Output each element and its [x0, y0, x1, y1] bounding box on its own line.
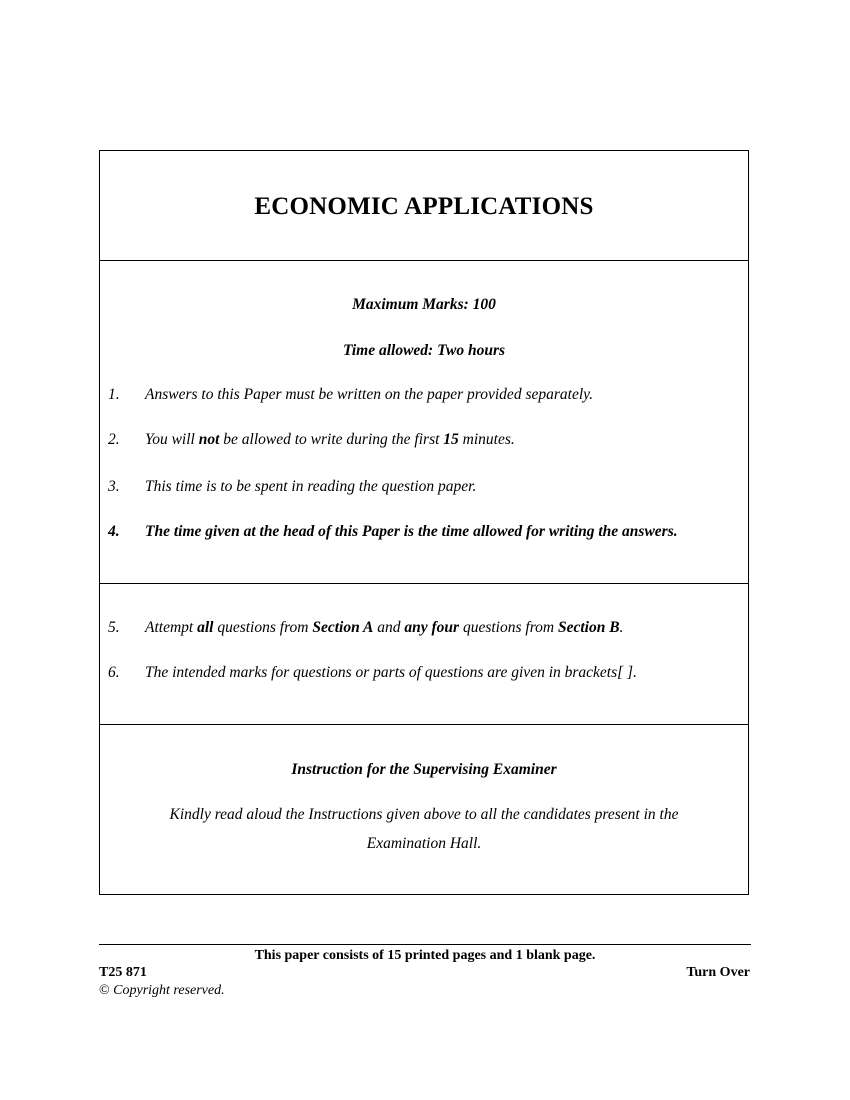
item-text-section-b: Section B: [557, 619, 620, 636]
item-number: 6.: [108, 664, 120, 681]
item-text-p4: questions from: [459, 619, 558, 636]
copyright-text: Copyright reserved.: [113, 983, 225, 998]
item-text-mid: be allowed to write during the first: [219, 431, 444, 448]
item-text-p3: and: [373, 619, 405, 636]
item-number: 4.: [108, 523, 120, 540]
instruction-item-6: [108, 664, 738, 682]
item-text-fifteen: 15: [443, 431, 459, 448]
paper-title: ECONOMIC APPLICATIONS: [254, 193, 594, 220]
supervisor-section: [100, 725, 748, 894]
instruction-item-4: [108, 523, 738, 541]
item-number: 1.: [108, 386, 120, 403]
supervisor-instruction: [130, 800, 718, 858]
title-section: [100, 151, 748, 261]
item-text-p1: Attempt: [145, 619, 198, 636]
item-text-section-a: Section A: [312, 619, 374, 636]
item-text-all: all: [197, 619, 214, 636]
item-text-pre: You will: [145, 431, 199, 448]
maximum-marks: Maximum Marks: 100: [352, 296, 496, 313]
time-allowed: Time allowed: Two hours: [342, 342, 506, 359]
instruction-item-3: [108, 478, 738, 496]
instruction-item-2: [108, 431, 738, 449]
item-text-not: not: [198, 431, 220, 448]
supervisor-heading: Instruction for the Supervising Examiner: [291, 761, 557, 778]
item-text: Answers to this Paper must be written on the paper provided separately.: [145, 386, 594, 403]
instructions-box: [99, 150, 749, 895]
item-text: This time is to be spent in reading the question paper.: [145, 478, 477, 495]
general-instructions-section: [100, 261, 748, 584]
item-text-p2: questions from: [213, 619, 313, 636]
item-text-p5: .: [619, 619, 624, 636]
copyright-notice: [99, 983, 225, 999]
turn-over-label: Turn Over: [686, 965, 750, 980]
item-number: 3.: [108, 478, 120, 495]
item-text: The time given at the head of this Paper is the time allowed for writing the answers.: [145, 523, 678, 540]
instruction-item-5: [108, 619, 738, 637]
supervisor-line-2: Examination Hall.: [366, 835, 482, 852]
footer-divider: [99, 944, 751, 945]
supervisor-line-1: Kindly read aloud the Instructions given above to all the candidates present in the: [169, 806, 679, 823]
item-number: 2.: [108, 431, 120, 448]
page-count-note: This paper consists of 15 printed pages and 1 blank page.: [254, 948, 596, 963]
paper-instructions-section: [100, 584, 748, 725]
item-text: The intended marks for questions or parts of questions are given in brackets[ ].: [145, 664, 637, 681]
item-number: 5.: [108, 619, 120, 636]
item-text-any-four: any four: [404, 619, 460, 636]
paper-code: T25 871: [99, 965, 147, 980]
instruction-item-1: [108, 386, 738, 404]
item-text-post: minutes.: [458, 431, 515, 448]
copyright-symbol: ©: [99, 983, 110, 998]
